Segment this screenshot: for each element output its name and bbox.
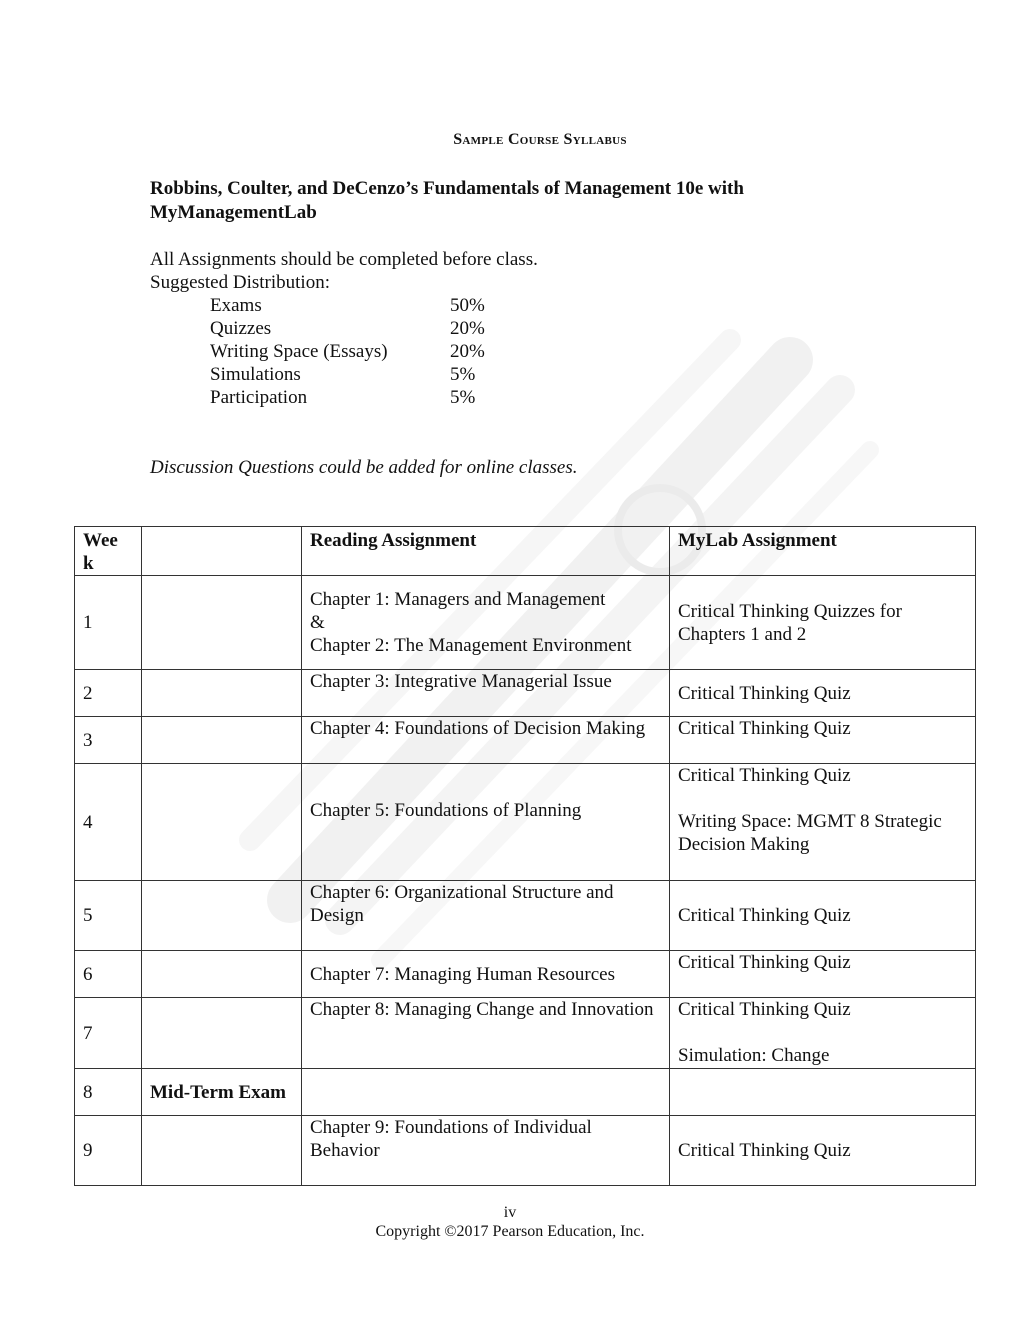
table-row: [75, 1069, 976, 1116]
table-row: [75, 951, 976, 998]
table-row: [75, 998, 976, 1069]
reading-cell: [302, 670, 670, 717]
distribution-value: 5%: [450, 364, 476, 385]
week-cell: 1: [75, 576, 142, 670]
intro-line-assignments: All Assignments should be completed before class.: [150, 249, 538, 270]
mylab-cell: [670, 717, 976, 764]
discussion-note: Discussion Questions could be added for online classes.: [150, 457, 578, 478]
reading-line: Chapter 9: Foundations of Individual Behavior: [310, 1117, 592, 1161]
distribution-value: 5%: [450, 387, 476, 408]
reading-line: Chapter 3: Integrative Managerial Issue: [310, 671, 612, 692]
distribution-row: [210, 363, 530, 386]
week-cell: 8: [75, 1069, 142, 1116]
mylab-cell: [670, 576, 976, 670]
week-cell: 3: [75, 717, 142, 764]
mylab-line: Simulation: Change: [678, 1045, 830, 1066]
reading-cell: [302, 1069, 670, 1116]
reading-cell: [302, 764, 670, 881]
table-row: [75, 764, 976, 881]
reading-line: Chapter 6: Organizational Structure and Design: [310, 882, 614, 926]
note-cell: [142, 717, 302, 764]
reading-cell: [302, 881, 670, 951]
distribution-value: 20%: [450, 341, 485, 362]
midterm-exam-label: Mid-Term Exam: [142, 1069, 302, 1116]
mylab-line: Critical Thinking Quiz: [678, 905, 851, 926]
table-row: [75, 576, 976, 670]
reading-line: Chapter 1: Managers and Management: [310, 589, 606, 610]
intro-text: [150, 248, 538, 294]
distribution-row: [210, 317, 530, 340]
distribution-label: Writing Space (Essays): [210, 341, 388, 362]
distribution-row: [210, 340, 530, 363]
header-note: [142, 527, 302, 576]
reading-line: Chapter 8: Managing Change and Innovation: [310, 999, 654, 1020]
week-cell: 7: [75, 998, 142, 1069]
note-cell: [142, 951, 302, 998]
distribution-row: [210, 294, 530, 317]
week-cell: 6: [75, 951, 142, 998]
header-week: Wee k: [75, 527, 142, 576]
mylab-cell: [670, 1069, 976, 1116]
note-cell: [142, 576, 302, 670]
distribution-value: 20%: [450, 318, 485, 339]
mylab-line: Critical Thinking Quiz: [678, 682, 851, 704]
note-cell: [142, 998, 302, 1069]
reading-cell: [302, 998, 670, 1069]
page-number: iv: [503, 1204, 517, 1221]
copyright-notice: Copyright ©2017 Pearson Education, Inc.: [375, 1223, 645, 1240]
distribution-value: 50%: [450, 295, 485, 316]
mylab-cell: [670, 881, 976, 951]
note-cell: [142, 881, 302, 951]
week-cell: 9: [75, 1116, 142, 1186]
distribution-row: [210, 386, 530, 409]
reading-line: Chapter 7: Managing Human Resources: [310, 963, 615, 985]
mylab-line: Critical Thinking Quiz: [678, 765, 851, 786]
week-cell: 2: [75, 670, 142, 717]
mylab-line: Critical Thinking Quizzes for Chapters 1 and 2: [678, 600, 902, 645]
distribution-label: Simulations: [210, 364, 301, 385]
mylab-cell: [670, 670, 976, 717]
reading-cell: [302, 951, 670, 998]
mylab-line: Critical Thinking Quiz: [678, 952, 851, 973]
mylab-cell: [670, 951, 976, 998]
week-cell: 4: [75, 764, 142, 881]
week-cell: 5: [75, 881, 142, 951]
note-cell: [142, 670, 302, 717]
distribution-label: Exams: [210, 295, 262, 316]
page-title: Sample Course Syllabus: [453, 131, 627, 148]
reading-cell: [302, 717, 670, 764]
mylab-cell: [670, 998, 976, 1069]
mylab-cell: [670, 1116, 976, 1186]
page-footer: [0, 1203, 1020, 1241]
distribution-label: Quizzes: [210, 318, 272, 339]
mylab-cell: [670, 764, 976, 881]
mylab-line: Critical Thinking Quiz: [678, 999, 851, 1020]
mylab-line: Writing Space: MGMT 8 Strategic Decision Making: [678, 811, 942, 855]
mylab-line: Critical Thinking Quiz: [678, 718, 851, 739]
reading-line: Chapter 2: The Management Environment: [310, 635, 632, 656]
table-row: [75, 717, 976, 764]
book-title: Robbins, Coulter, and DeCenzo’s Fundamentals of Management 10e with MyManagementLab: [150, 178, 744, 223]
reading-line: &: [310, 612, 325, 633]
reading-line: Chapter 4: Foundations of Decision Making: [310, 718, 646, 739]
course-schedule-table: [74, 526, 976, 1186]
reading-cell: [302, 576, 670, 670]
table-row: [75, 881, 976, 951]
note-cell: [142, 764, 302, 881]
note-cell: [142, 1116, 302, 1186]
reading-cell: [302, 1116, 670, 1186]
header-reading: Reading Assignment: [302, 527, 670, 576]
reading-line: Chapter 5: Foundations of Planning: [310, 799, 582, 821]
table-header-row: [75, 527, 976, 576]
distribution-label: Participation: [210, 387, 308, 408]
header-mylab: MyLab Assignment: [670, 527, 976, 576]
grade-distribution: [210, 294, 530, 409]
mylab-line: Critical Thinking Quiz: [678, 1140, 851, 1161]
intro-line-distribution: Suggested Distribution:: [150, 272, 330, 293]
table-row: [75, 1116, 976, 1186]
table-row: [75, 670, 976, 717]
